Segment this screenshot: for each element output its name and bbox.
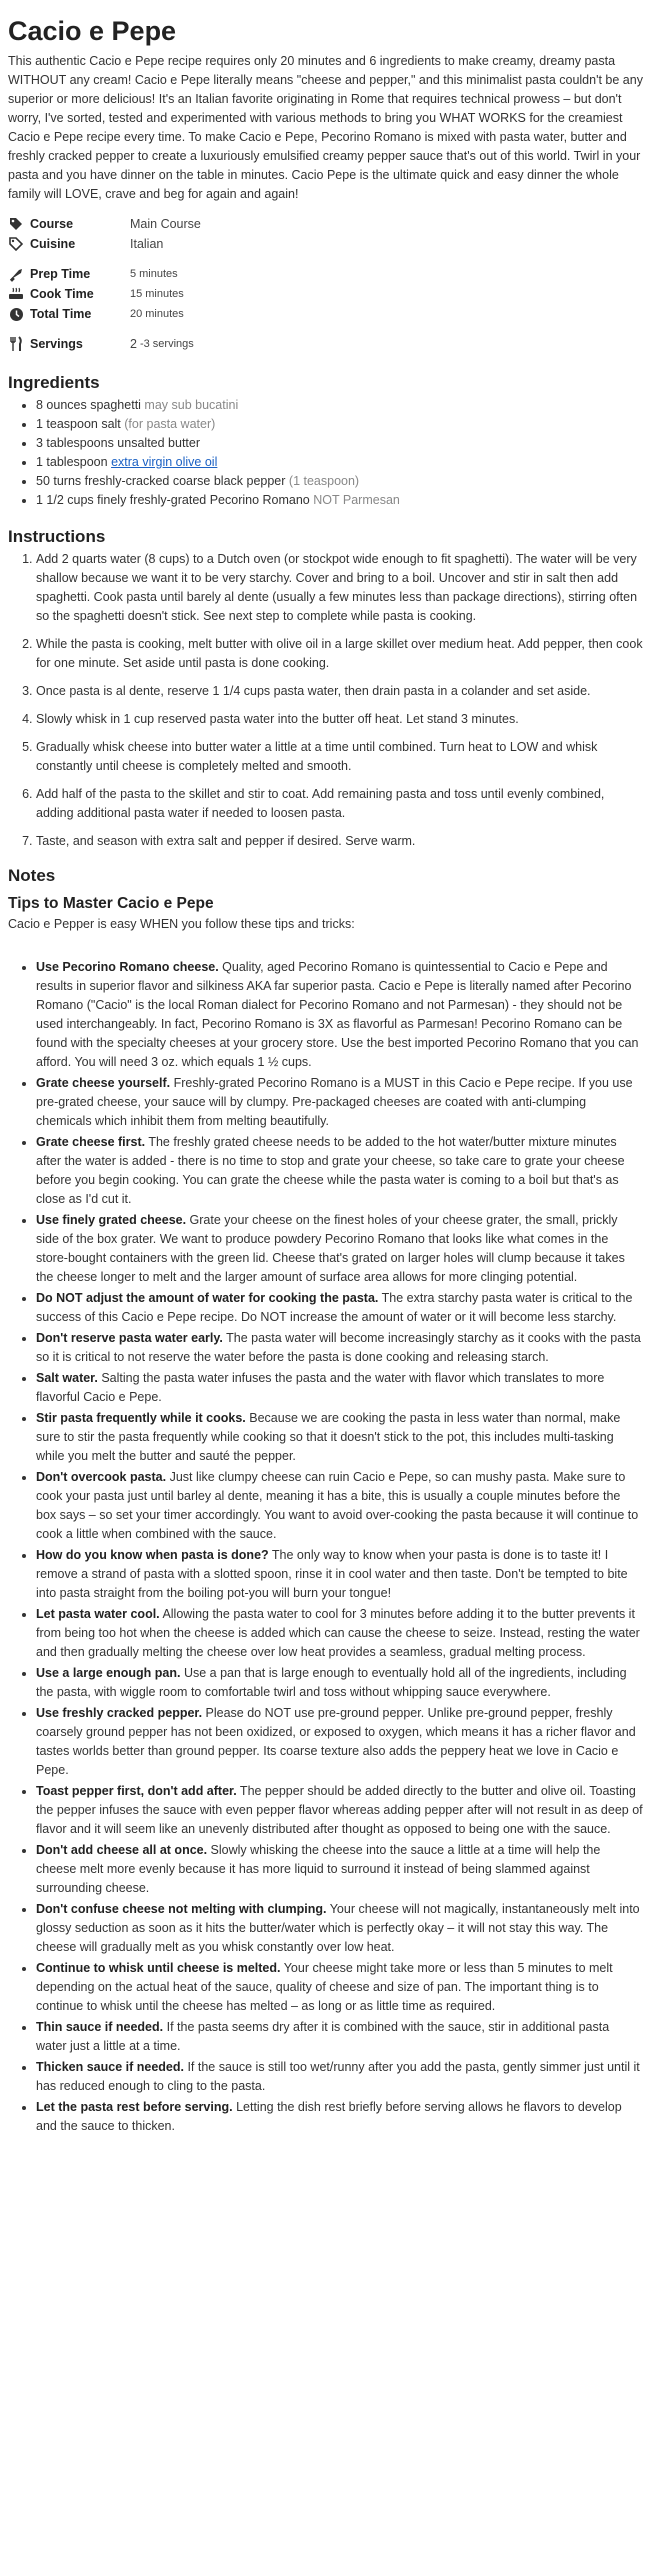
tip-item — [36, 1211, 643, 1287]
instructions-list — [8, 550, 643, 851]
recipe-meta — [8, 214, 643, 354]
tips-list — [8, 958, 643, 2136]
tip-title: Don't confuse cheese not melting with clumping. — [36, 1902, 327, 1916]
tips-intro: Cacio e Pepper is easy WHEN you follow these tips and tricks: — [8, 917, 355, 931]
tip-item — [36, 1959, 643, 2016]
tip-item — [36, 1782, 643, 1839]
ingredient-note: NOT Parmesan — [309, 493, 400, 507]
prep-label: Prep Time — [30, 266, 91, 281]
tip-text: Quality, aged Pecorino Romano is quintessential to Cacio e Pepe and results in superior flavor and silkiness AKA far superior pasta. Cacio e Pepe is literally named after Pecorino Romano ("Cacio" is the local Roman dialect for Pecorino Romano and not Parmesan) - they should not be used interchangeably. In fact, Pecorino Romano is 3X as flavorful as Parmesan! Pecorino Romano can be found with the specialty cheeses at your grocery store. Use the best imported Pecorino Romano that you can afford. You will need 3 oz. which equals 1 ½ cups. — [36, 960, 639, 1069]
tip-title: Salt water. — [36, 1371, 98, 1385]
tip-text: Your cheese will not magically, instantaneously melt into glossy seduction as soon as it hits the butter/water which is perfectly okay – it will not stay this way. The cheese will gradually melt as you whisk constantly over low heat. — [36, 1902, 640, 1954]
tip-text: Grate your cheese on the finest holes of your cheese grater, the small, prickly side of the box grater. We want to produce powdery Pecorino Romano that looks like what comes in the store-bought containers with the green lid. Cheese that's grated on larger holes will clump because it takes the cheese longer to melt and the larger amount of surface area allows for more clinging potential. — [36, 1213, 625, 1284]
tip-item — [36, 1074, 643, 1131]
tip-text: The extra starchy pasta water is critical to the success of this Cacio e Pepe recipe. Do NOT increase the amount of water or it will become less starchy. — [36, 1291, 633, 1324]
pot-icon — [8, 286, 24, 302]
tip-title: Use Pecorino Romano cheese. — [36, 960, 219, 974]
ingredients-heading: Ingredients — [8, 373, 100, 392]
tip-item — [36, 1289, 643, 1327]
instruction-step: 5. Gradually whisk cheese into butter water a little at a time until combined. Turn heat to LOW and whisk constantly until cheese is completely melted and smooth. — [36, 738, 643, 776]
tip-title: Use freshly cracked pepper. — [36, 1706, 203, 1720]
ingredient-item — [36, 415, 643, 434]
tip-title: Don't overcook pasta. — [36, 1470, 167, 1484]
ingredient-main: 1 1/2 cups finely freshly-grated Pecorino Romano — [36, 493, 310, 507]
tip-title: Continue to whisk until cheese is melted. — [36, 1961, 281, 1975]
course-value: Main Course — [130, 216, 201, 231]
ingredient-item — [36, 472, 643, 491]
ingredient-main: 3 tablespoons unsalted butter — [36, 436, 201, 450]
tip-item — [36, 1900, 643, 1957]
servings-label: Servings — [30, 336, 83, 351]
ingredient-main: 50 turns freshly-cracked coarse black pepper — [36, 474, 286, 488]
tip-text: If the sauce is still too wet/runny after you add the pasta, gently simmer just until it has reduced enough to cling to the pasta. — [36, 2060, 640, 2093]
tip-text: Please do NOT use pre-ground pepper. Unlike pre-ground pepper, freshly coarsely ground pepper has not been oxidized, or exposed to oxygen, which means it has a richer flavor and tastes worlds better than ground pepper. Its coarse texture also adds the peppery heat we love in Cacio e Pepe. — [36, 1706, 636, 1777]
prep-unit: minutes — [139, 267, 178, 280]
meta-servings — [8, 334, 643, 354]
recipe-intro: This authentic Cacio e Pepe recipe requires only 20 minutes and 6 ingredients to make creamy, dreamy pasta WITHOUT any cream! Cacio e Pepe literally means "cheese and pepper," and this minimalist pasta couldn't be any superior or more delicious! It's an Italian favorite originating in Rome that requires technical prowess – but don't worry, I've sorted, tested and experimented with various methods to bring you WHAT WORKS for the creamiest Cacio e Pepe recipe every time. To make Cacio e Pepe, Pecorino Romano is mixed with pasta water, butter and freshly cracked pepper to create a luxuriously emulsified creamy pepper sauce that's out of this world. Twirl in your pasta and you have dinner on the table in minutes. Cacio Pepe is the ultimate quick and easy dinner the whole family will LOVE, crave and beg for again and again! — [8, 54, 643, 201]
tip-title: Toast pepper first, don't add after. — [36, 1784, 237, 1798]
ingredient-note: may sub bucatini — [140, 398, 239, 412]
tip-title: Grate cheese yourself. — [36, 1076, 171, 1090]
tip-text: Allowing the pasta water to cool for 3 minutes before adding it to the butter prevents it from being too hot when the cheese is added which can cause the cheese to seize. Instead, resting the water and then gradually melting the cheese over low heat provides a seamless, gradual melting process. — [36, 1607, 640, 1659]
prep-value: 5 — [130, 267, 137, 280]
ingredient-note: (for pasta water) — [120, 417, 216, 431]
tip-item — [36, 1546, 643, 1603]
tip-text: Salting the pasta water infuses the pasta and the water with flavor which translates to more flavorful Cacio e Pepe. — [36, 1371, 605, 1404]
ingredient-main: 8 ounces spaghetti — [36, 398, 141, 412]
tip-text: Because we are cooking the pasta in less water than normal, make sure to stir the pasta frequently while cooking so that it doesn't stick to the pot, this includes multi-tasking while you melt the butter and sauté the pepper. — [36, 1411, 621, 1463]
tip-text: Just like clumpy cheese can ruin Cacio e Pepe, so can mushy pasta. Make sure to cook your pasta just until barley al dente, meaning it has a bite, this is usually a couple minutes before the box says – so set your timer accordingly. You want to avoid over-cooking the pasta because it will continue to cook a little when combined with the sauce. — [36, 1470, 639, 1541]
tip-item — [36, 1605, 643, 1662]
tip-title: Let the pasta rest before serving. — [36, 2100, 233, 2114]
tip-title: Stir pasta frequently while it cooks. — [36, 1411, 246, 1425]
tip-item — [36, 1329, 643, 1367]
tip-title: Grate cheese first. — [36, 1135, 146, 1149]
meta-cuisine — [8, 234, 643, 254]
tag-icon — [8, 216, 24, 232]
clock-icon — [8, 306, 24, 322]
tip-item — [36, 1704, 643, 1780]
cuisine-label: Cuisine — [30, 236, 76, 251]
total-label: Total Time — [30, 306, 92, 321]
tip-text: Your cheese might take more or less than 5 minutes to melt depending on the actual heat of the sauce, quality of cheese and size of pan. The important thing is to continue to whisk until the cheese has melted – as long or as little time as required. — [36, 1961, 613, 2013]
tip-text: The freshly grated cheese needs to be added to the hot water/butter mixture minutes after the water is added - there is no time to stop and grate your cheese, so take care to grate your cheese before you begin cooking. You can grate the cheese while the pasta water is coming to a boil but that's as close as I'd cut it. — [36, 1135, 625, 1206]
instruction-step: 1. Add 2 quarts water (8 cups) to a Dutch oven (or stockpot wide enough to fit spaghetti). The water will be very shallow because we want it to be very starchy. Cover and bring to a boil. Uncover and stir in salt then add spaghetti. Cook pasta until barely al dente (usually a few minutes less than package directions), stirring often so the spaghetti doesn't stick. See next step to complete while pasta is cooking. — [36, 550, 643, 626]
instructions-heading: Instructions — [8, 527, 106, 546]
ingredient-item — [36, 396, 643, 415]
tip-item — [36, 2058, 643, 2096]
cook-label: Cook Time — [30, 286, 94, 301]
tip-title: Thin sauce if needed. — [36, 2020, 164, 2034]
tip-text: Slowly whisking the cheese into the sauce a little at a time will help the cheese melt more evenly because it has more liquid to surround it instead of being slammed against surrounding cheese. — [36, 1843, 601, 1895]
tip-text: The only way to know when your pasta is done is to taste it! I remove a strand of pasta with a slotted spoon, rinse it in cool water and then taste. Don't be tempted to bite into pasta straight from the boiling pot-you will burn your tongue! — [36, 1548, 628, 1600]
instruction-step: 4. Slowly whisk in 1 cup reserved pasta water into the butter off heat. Let stand 3 minutes. — [36, 710, 643, 729]
meta-total — [8, 304, 643, 324]
instruction-step: 6. Add half of the pasta to the skillet and stir to coat. Add remaining pasta and toss until evenly combined, adding additional pasta water if needed to loosen pasta. — [36, 785, 643, 823]
ingredients-list — [8, 396, 643, 510]
tip-text: Letting the dish rest briefly before serving allows he flavors to develop and the sauce to thicken. — [36, 2100, 622, 2133]
total-value: 20 — [130, 307, 143, 320]
tip-item — [36, 1468, 643, 1544]
tip-text: Freshly-grated Pecorino Romano is a MUST in this Cacio e Pepe recipe. If you use pre-grated cheese, your sauce will by clumpy. Pre-packaged cheeses are coated with anti-clumping chemicals which inhibit them from melting beautifully. — [36, 1076, 633, 1128]
cuisine-value: Italian — [130, 236, 164, 251]
ingredient-link[interactable]: extra virgin olive oil — [111, 455, 218, 469]
tip-text: If the pasta seems dry after it is combined with the sauce, stir in additional pasta water just a little at a time. — [36, 2020, 610, 2053]
tip-item — [36, 1133, 643, 1209]
recipe-title: Cacio e Pepe — [8, 16, 177, 46]
tip-title: Don't reserve pasta water early. — [36, 1331, 223, 1345]
tip-title: Don't add cheese all at once. — [36, 1843, 208, 1857]
tip-item — [36, 1664, 643, 1702]
tip-title: Use finely grated cheese. — [36, 1213, 187, 1227]
tip-title: How do you know when pasta is done? — [36, 1548, 269, 1562]
ingredient-main: 1 teaspoon salt — [36, 417, 121, 431]
meta-course — [8, 214, 643, 234]
servings-unit: -3 servings — [139, 337, 194, 350]
tip-title: Thicken sauce if needed. — [36, 2060, 184, 2074]
ingredient-note: (1 teaspoon) — [285, 474, 360, 488]
ingredient-main: 1 tablespoon — [36, 455, 112, 469]
utensils-icon — [8, 336, 24, 352]
tip-item — [36, 2018, 643, 2056]
tip-item — [36, 958, 643, 1072]
instruction-step: 7. Taste, and season with extra salt and pepper if desired. Serve warm. — [36, 832, 643, 851]
cook-value: 15 — [130, 287, 143, 300]
servings-value[interactable]: 2 — [130, 336, 137, 351]
notes-heading: Notes — [8, 866, 56, 885]
total-unit: minutes — [145, 307, 184, 320]
instruction-step: 2. While the pasta is cooking, melt butter with olive oil in a large skillet over medium heat. Add pepper, then cook for one minute. Set aside until pasta is done cooking. — [36, 635, 643, 673]
tip-text: The pepper should be added directly to the butter and olive oil. Toasting the pepper infuses the sauce with even pepper flavor whereas adding pepper after will not result in as deep of flavor and it will seem like an unevenly distributed after thought as opposed to being one with the sauce. — [36, 1784, 643, 1836]
tip-item — [36, 1841, 643, 1898]
tip-title: Use a large enough pan. — [36, 1666, 181, 1680]
tips-heading: Tips to Master Cacio e Pepe — [8, 895, 214, 912]
tip-item — [36, 1369, 643, 1407]
tag-icon — [8, 236, 24, 252]
tip-item — [36, 2098, 643, 2136]
tip-title: Do NOT adjust the amount of water for cooking the pasta. — [36, 1291, 379, 1305]
cook-unit: minutes — [145, 287, 184, 300]
tip-text: Use a pan that is large enough to eventually hold all of the ingredients, including the pasta, with wiggle room to comfortable twirl and toss without whipping sauce everywhere. — [36, 1666, 627, 1699]
ingredient-item — [36, 491, 643, 510]
tip-title: Let pasta water cool. — [36, 1607, 160, 1621]
instruction-step: 3. Once pasta is al dente, reserve 1 1/4 cups pasta water, then drain pasta in a colander and set aside. — [36, 682, 643, 701]
ingredient-item — [36, 434, 643, 453]
tip-item — [36, 1409, 643, 1466]
knife-icon — [8, 266, 24, 282]
course-label: Course — [30, 216, 74, 231]
tip-text: The pasta water will become increasingly starchy as it cooks with the pasta so it is critical to not reserve the water before the pasta is done cooking and releasing starch. — [36, 1331, 641, 1364]
meta-prep — [8, 264, 643, 284]
ingredient-item — [36, 453, 643, 472]
meta-cook — [8, 284, 643, 304]
